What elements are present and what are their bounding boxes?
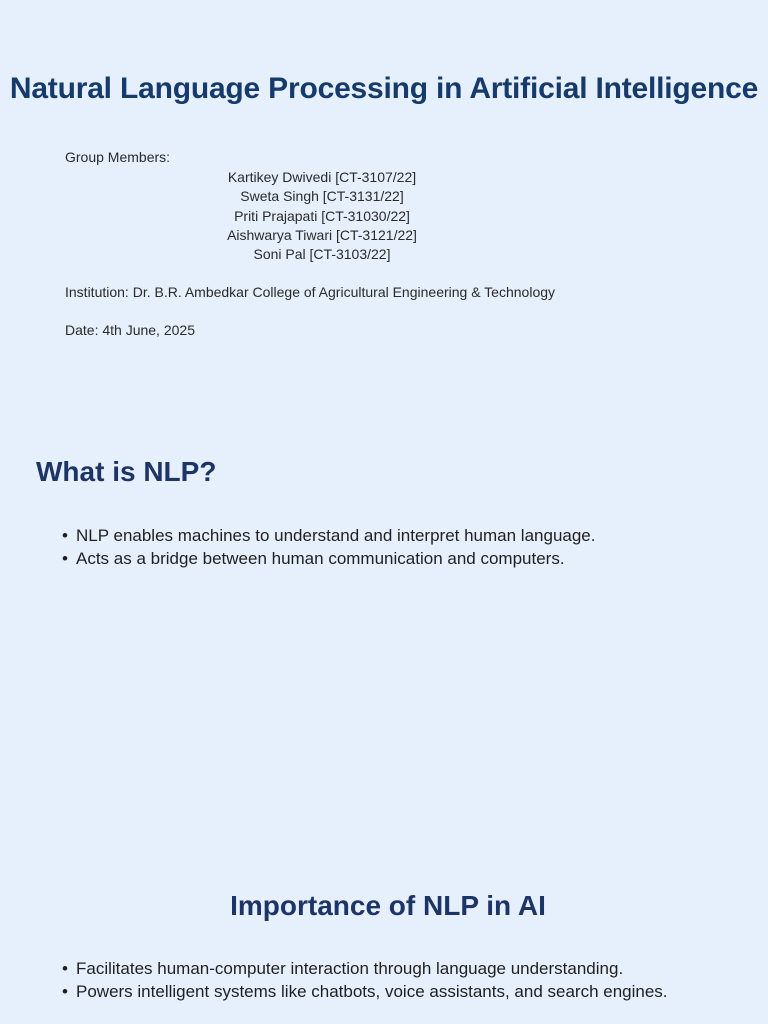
member-item: Kartikey Dwivedi [CT-3107/22] [227,169,417,185]
bullet-item [62,524,596,547]
bullet-list [62,957,668,1003]
member-item: Sweta Singh [CT-3131/22] [240,188,404,205]
member-item: Soni Pal [CT-3103/22] [253,246,391,263]
bullet-icon: • [62,526,68,545]
bullet-text: NLP enables machines to understand and interpret human language. [76,526,596,545]
what-is-nlp-slide [0,400,768,820]
member-item: Priti Prajapati [CT-31030/22] [234,207,410,224]
institution-text: Institution: Dr. B.R. Ambedkar College of Agricultural Engineering & Technology [65,284,556,300]
bullet-icon: • [62,549,68,568]
bullet-item [62,957,668,980]
member-item: Aishwarya Tiwari [CT-3121/22] [227,226,417,243]
title-slide [0,0,768,400]
group-members-label: Group Members: [65,149,171,165]
section-heading: What is NLP? [36,456,217,487]
bullet-icon: • [62,959,68,978]
presentation-title: Natural Language Processing in Artificial Intelligence [9,72,759,105]
bullet-item [62,547,596,570]
bullet-list [62,524,596,570]
section-heading: Importance of NLP in AI [230,890,546,921]
importance-slide [0,820,768,1024]
bullet-icon: • [62,982,68,1001]
bullet-text: Powers intelligent systems like chatbots, voice assistants, and search engines. [76,982,668,1001]
group-members-list [222,168,422,264]
bullet-text: Acts as a bridge between human communication and computers. [76,549,565,568]
bullet-text: Facilitates human-computer interaction through language understanding. [76,959,624,978]
bullet-item [62,980,668,1003]
date-text: Date: 4th June, 2025 [65,322,195,338]
